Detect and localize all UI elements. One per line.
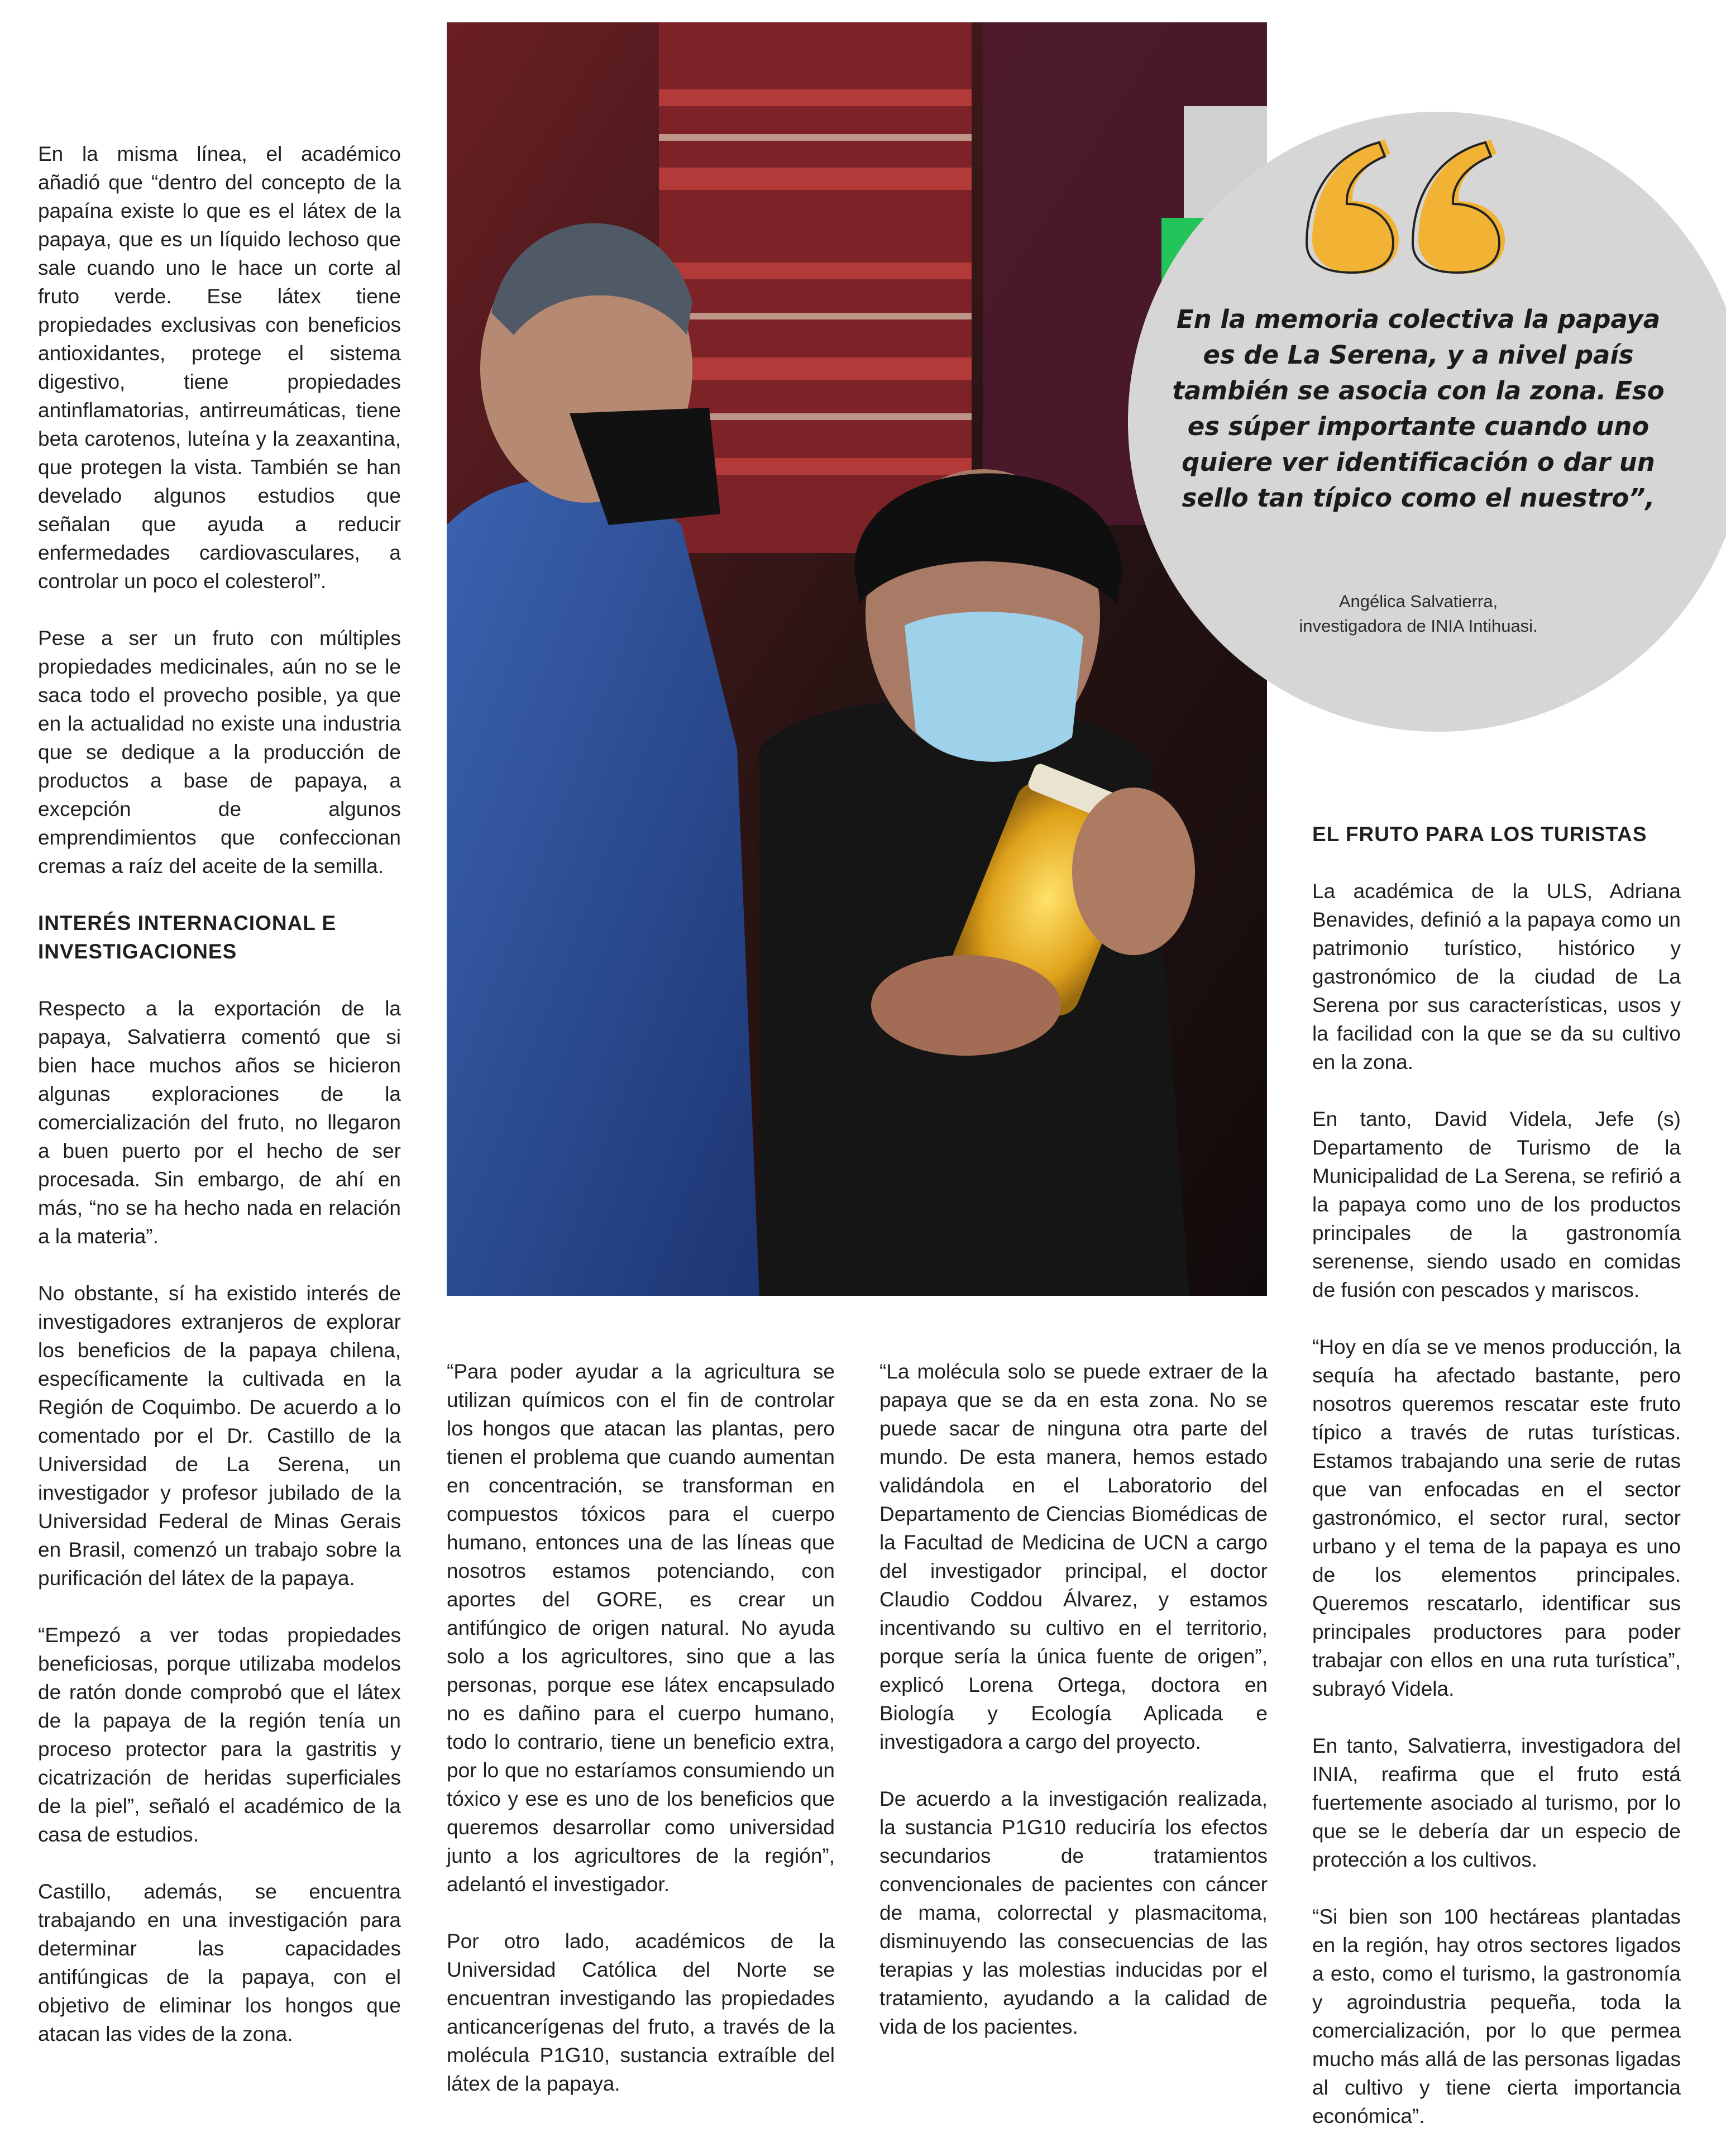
quote-author-role: investigadora de INIA Intihuasi. — [1299, 616, 1538, 636]
paragraph: Pese a ser un fruto con múltiples propiedades medicinales, aún no se le saca todo el provecho posible, ya que en la actualidad no existe una industria que se dedique a la producción de productos a base de papaya, a excepción de algunos emprendimientos que confeccionan cremas a raíz del aceite de la semilla. — [38, 627, 401, 877]
quotation-mark-icon — [1301, 128, 1513, 274]
quote-attribution — [1223, 589, 1614, 638]
paragraph: La académica de la ULS, Adriana Benavides, definió a la papaya como un patrimonio turístico, histórico y gastronómico de la ciudad de La Serena por sus características, usos y la facilidad con la que se da su cultivo en la zona. — [1312, 880, 1681, 1074]
article-column-2 — [447, 1357, 835, 2098]
paragraph: “Para poder ayudar a la agricultura se utilizan químicos con el fin de controlar los hongos que atacan las plantas, pero tienen el problema que cuando aumentan en concentración, se transforman en compuestos tóxicos para el cuerpo humano, entonces una de las líneas que nosotros estamos potenciando, con aportes del GORE, es crear un antifúngico de origen natural. No ayuda solo a los agricultores, sino que a las personas, porque ese látex encapsulado no es dañino para el cuerpo humano, todo lo contrario, tiene un beneficio extra, por lo que no estaríamos consumiendo un tóxico y ese es uno de los beneficios que queremos desarrollar como universidad junto a los agricultores de la región”, adelantó el investigador. — [447, 1360, 835, 1896]
paragraph: “Si bien son 100 hectáreas plantadas en la región, hay otros sectores ligados a esto, como el turismo, la gastronomía y agroindustria pequeña, toda la comercialización, por lo que permea mucho más allá de las personas ligadas al cultivo y tiene cierta importancia económica”. — [1312, 1905, 1681, 2128]
pull-quote-text: En la memoria colectiva la papaya es de La Serena, y a nivel país también se asocia con la zona. Eso es súper importante cuando uno quiere ver identificación o dar un sello tan típico como el nuestro”, — [1172, 304, 1665, 513]
article-photo — [447, 22, 1267, 1296]
article-column-4 — [1312, 820, 1681, 2130]
section-heading: INTERÉS INTERNACIONAL E INVESTIGACIONES — [38, 912, 337, 963]
paragraph: “Empezó a ver todas propiedades beneficiosas, porque utilizaba modelos de ratón donde comprobó que el látex de la papaya de la región tenía un proceso protector para la gastritis y cicatrización de heridas superficiales de la piel”, señaló el académico de la casa de estudios. — [38, 1624, 401, 1846]
market-scene-illustration — [447, 22, 1267, 1296]
paragraph: Por otro lado, académicos de la Universidad Católica del Norte se encuentran investigando las propiedades anticancerígenas del fruto, a través de la molécula P1G10, sustancia extraíble del látex de la papaya. — [447, 1930, 835, 2095]
paragraph: De acuerdo a la investigación realizada, la sustancia P1G10 reduciría los efectos secundarios de tratamientos convencionales de pacientes con cáncer de mama, colorrectal y plasmacitoma, disminuyendo las consecuencias de las terapias y las molestias inducidas por el tratamiento, ayudando a la calidad de vida de los pacientes. — [879, 1787, 1268, 2038]
article-column-1 — [38, 140, 401, 2048]
paragraph: “Hoy en día se ve menos producción, la sequía ha afectado bastante, pero nosotros queremos rescatar este fruto típico a través de rutas turísticas. Estamos trabajando una serie de rutas que van enfocadas en el sector gastronómico, el sector rural, sector urbano y el tema de la papaya es uno de los elementos principales. Queremos rescatarlo, identificar sus principales productores para poder trabajar con ellos en una ruta turística”, subrayó Videla. — [1312, 1335, 1681, 1700]
paragraph: En tanto, David Videla, Jefe (s) Departamento de Turismo de la Municipalidad de La Serena, se refirió a la papaya como uno de los productos principales de la gastronomía serenense, siendo usado en comidas de fusión con pescados y mariscos. — [1312, 1108, 1681, 1301]
paragraph: En la misma línea, el académico añadió que “dentro del concepto de la papaína existe lo que es el látex de la papaya, que es un líquido lechoso que sale cuando uno le hace un corte al fruto verde. Ese látex tiene propiedades exclusivas con beneficios antioxidantes, protege el sistema digestivo, tiene propiedades antinflamatorias, antirreumáticas, tiene beta carotenos, luteína y la zeaxantina, que protegen la vista. También se han develado algunos estudios que señalan que ayuda a reducir enfermedades cardiovasculares, a controlar un poco el colesterol”. — [38, 142, 401, 593]
paragraph: Respecto a la exportación de la papaya, Salvatierra comentó que si bien hace muchos años se hicieron algunas exploraciones de la comercialización del fruto, no llegaron a buen puerto por el hecho de ser procesada. Sin embargo, de ahí en más, “no se ha hecho nada en relación a la materia”. — [38, 997, 401, 1248]
paragraph: “La molécula solo se puede extraer de la papaya que se da en esta zona. No se puede sacar de ninguna otra parte del mundo. De esta manera, hemos estado validándola en el Laboratorio del Departamento de Ciencias Biomédicas de la Facultad de Medicina de UCN a cargo del investigador principal, el doctor Claudio Coddou Álvarez, y estamos incentivando su cultivo en el territorio, porque sería la única fuente de origen”, explicó Lorena Ortega, doctora en Biología y Ecología Aplicada e investigadora a cargo del proyecto. — [879, 1360, 1268, 1753]
paragraph: En tanto, Salvatierra, investigadora del INIA, reafirma que el fruto está fuertemente asociado al turismo, por lo que se le debería dar un especio de protección a los cultivos. — [1312, 1734, 1681, 1871]
paragraph: No obstante, sí ha existido interés de investigadores extranjeros de explorar los beneficios de la papaya chilena, específicamente la cultivada en la Región de Coquimbo. De acuerdo a lo comentado por el Dr. Castillo de la Universidad de La Serena, un investigador y profesor jubilado de la Universidad Federal de Minas Gerais en Brasil, comenzó un trabajo sobre la purificación del látex de la papaya. — [38, 1282, 401, 1590]
article-column-3 — [879, 1357, 1268, 2041]
quote-author-name: Angélica Salvatierra, — [1338, 592, 1498, 611]
section-heading: EL FRUTO PARA LOS TURISTAS — [1312, 823, 1647, 846]
paragraph: Castillo, además, se encuentra trabajando en una investigación para determinar las capacidades antifúngicas de la papaya, con el objetivo de eliminar los hongos que atacan las vides de la zona. — [38, 1880, 401, 2045]
